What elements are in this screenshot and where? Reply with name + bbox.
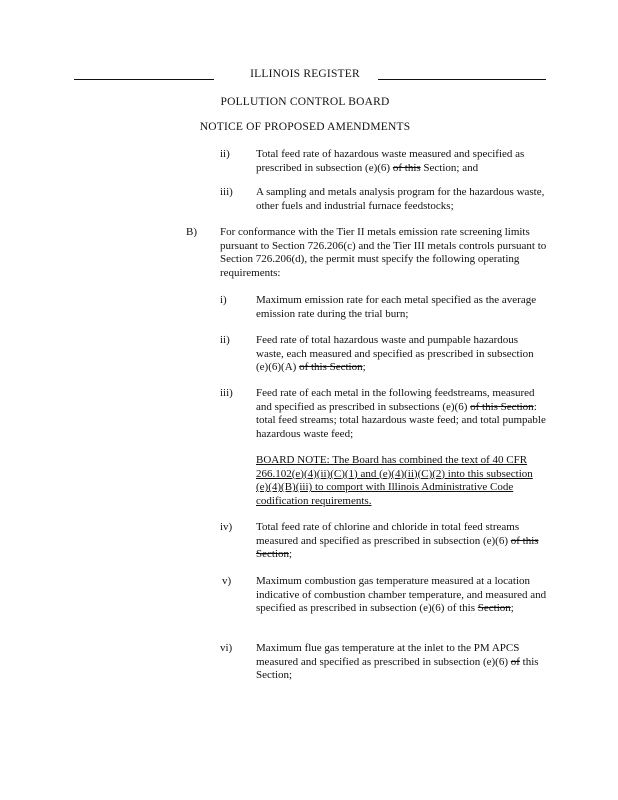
item-iv-text: Total feed rate of chlorine and chloride in total feed streams measured and specified as prescribed in subsection (e)(6) of this Section; [256,521,539,561]
item-ii-text: Total feed rate of hazardous waste measured and specified as prescribed in subsection (e)(6) of this Section; and [256,148,525,174]
item-iii-label: iii) [220,186,233,198]
item-v-label: v) [222,575,232,587]
item-iii-text: A sampling and metals analysis program for the hazardous waste, other fuels and industrial furnace feedstocks; [256,186,545,212]
section-b-text: For conformance with the Tier II metals emission rate screening limits pursuant to Section 726.206(c) and the Tier III metals controls pursuant to Section 726.206(d), the permit must specify the following operating requirements: [220,226,547,279]
item-iii-b-label: iii) [220,387,233,399]
item-i-label: i) [220,294,227,306]
item-iv-label: iv) [220,521,233,533]
section-b-label: B) [186,226,197,238]
item-i-text: Maximum emission rate for each metal specified as the average emission rate during the trial burn; [256,294,537,320]
register-title: ILLINOIS REGISTER [250,68,360,80]
item-ii-b-label: ii) [220,334,230,346]
item-ii-label: ii) [220,148,230,160]
item-vi-text: Maximum flue gas temperature at the inlet to the PM APCS measured and specified as prescribed in subsection (e)(6) of this Section; [256,642,539,682]
notice-title: NOTICE OF PROPOSED AMENDMENTS [199,121,411,133]
item-ii-b-text: Feed rate of total hazardous waste and pumpable hazardous waste, each measured and specified as prescribed in subsection (e)(6)(A) of this Section; [256,334,534,374]
board-title: POLLUTION CONTROL BOARD [220,96,390,108]
item-v-text: Maximum combustion gas temperature measured at a location indicative of combustion chamber temperature, and measured and specified as prescribed in subsection (e)(6) of this Section; [256,575,547,615]
board-note: BOARD NOTE: The Board has combined the text of 40 CFR 266.102(e)(4)(ii)(C)(1) and (e)(4)(ii)(C)(2) into this subsection (e)(4)(B)(iii) to comport with Illinois Administrative Code codification requirements. [256,454,533,507]
item-vi-label: vi) [220,642,233,654]
item-iii-b-text: Feed rate of each metal in the following feedstreams, measured and specified as prescribed in subsections (e)(6) of this Section: total feed streams; total hazardous waste feed; and total pumpable hazardous waste feed; [256,387,546,440]
